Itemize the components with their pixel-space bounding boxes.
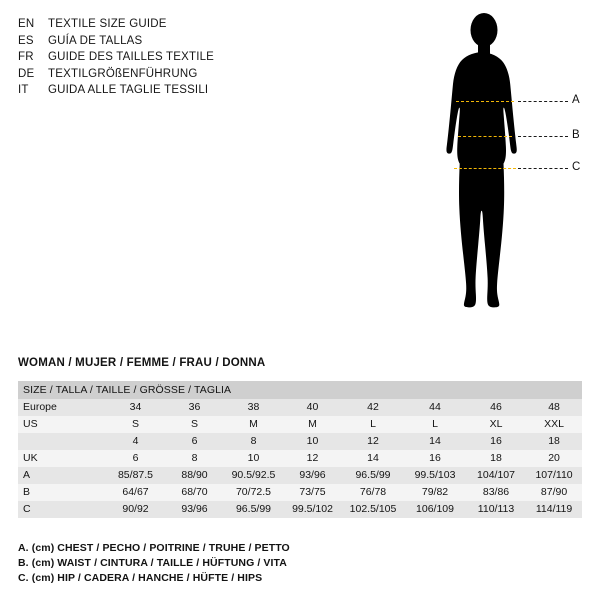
cell: 114/119: [535, 503, 573, 515]
cell: 42: [367, 401, 379, 413]
cell: 70/72.5: [235, 486, 272, 498]
cell: 107/110: [535, 469, 573, 481]
table-row: [18, 501, 582, 518]
row-label: A: [23, 469, 31, 481]
cell: M: [308, 418, 317, 430]
language-code: EN: [18, 18, 35, 30]
cell: 6: [132, 452, 139, 464]
cell: 83/86: [482, 486, 510, 498]
table-row: [18, 467, 582, 484]
female-body-silhouette-icon: [400, 6, 590, 374]
cell: 90.5/92.5: [231, 469, 276, 481]
cell: 102.5/105: [349, 503, 397, 515]
cell: 68/70: [181, 486, 208, 498]
cell: 79/82: [421, 486, 449, 498]
cell: 110/113: [477, 503, 515, 515]
cell: 44: [429, 401, 441, 413]
row-label: B: [23, 486, 31, 498]
title-text: GUÍA DE TALLAS: [48, 34, 143, 47]
measure-line-c-leader: [518, 168, 568, 169]
title-block: [18, 16, 348, 99]
cell: 106/109: [416, 503, 454, 515]
footnote-hip: C. (cm) HIP / CADERA / HANCHE / HÜFTE / HIPS: [18, 572, 263, 584]
row-label: US: [23, 418, 38, 430]
cell: 46: [490, 401, 502, 413]
title-text: GUIDE DES TAILLES TEXTILE: [48, 51, 215, 63]
cell: 96.5/99: [235, 503, 272, 515]
row-label: [18, 433, 106, 450]
measure-label-b: B: [572, 129, 580, 141]
title-text: GUIDA ALLE TAGLIE TESSILI: [48, 84, 209, 96]
title-row: [18, 82, 348, 99]
cell: L: [432, 418, 438, 430]
row-label: Europe: [23, 401, 57, 413]
cell: 18: [548, 435, 560, 447]
cell: 76/78: [359, 486, 387, 498]
cell: 99.5/103: [414, 469, 456, 481]
cell: 8: [191, 452, 198, 464]
cell: 36: [188, 401, 201, 413]
cell: 40: [306, 401, 319, 413]
table-row: [18, 399, 582, 416]
cell: 34: [129, 401, 142, 413]
cell: L: [370, 418, 376, 430]
cell: 90/92: [122, 503, 149, 515]
language-code: ES: [18, 34, 34, 47]
cell: 8: [250, 435, 257, 447]
footnote-block: [18, 541, 578, 586]
language-code: DE: [18, 67, 35, 80]
measure-label-c: C: [572, 161, 581, 173]
measure-line-a-leader: [518, 101, 568, 102]
row-label: C: [23, 503, 31, 515]
table-row: [18, 433, 582, 450]
cell: 85/87.5: [117, 469, 154, 481]
cell: 6: [191, 435, 198, 447]
footnote-chest: A. (cm) CHEST / PECHO / POITRINE / TRUHE / PETTO: [18, 542, 290, 554]
table-row: [18, 416, 582, 433]
table-row: [18, 484, 582, 501]
figure-area: [400, 6, 590, 374]
title-row: [18, 49, 348, 66]
cell: 14: [367, 452, 379, 464]
title-text: TEXTILGRÖßENFÜHRUNG: [48, 67, 198, 80]
measure-line-a-body: [456, 101, 514, 102]
cell: M: [249, 418, 258, 430]
cell: 20: [548, 452, 560, 464]
cell: 12: [306, 452, 319, 464]
cell: 4: [132, 435, 139, 447]
cell: 64/67: [122, 486, 149, 498]
cell: 93/96: [181, 503, 208, 515]
cell: S: [131, 418, 139, 430]
cell: 12: [367, 435, 379, 447]
cell: 96.5/99: [355, 469, 391, 481]
cell: 93/96: [299, 469, 326, 481]
gender-heading: WOMAN / MUJER / FEMME / FRAU / DONNA: [18, 357, 266, 369]
cell: 16: [429, 452, 441, 464]
language-code: FR: [18, 51, 34, 63]
table-row: [18, 450, 582, 467]
title-row: [18, 33, 348, 50]
cell: 88/90: [181, 469, 208, 481]
cell: 99.5/102: [292, 503, 333, 515]
size-table: [18, 381, 582, 518]
cell: 14: [429, 435, 441, 447]
measure-label-a: A: [572, 94, 580, 106]
row-label: UK: [23, 452, 38, 464]
title-row: [18, 66, 348, 83]
cell: 104/107: [477, 469, 515, 481]
measure-line-b-body: [458, 136, 512, 137]
footnote-waist: B. (cm) WAIST / CINTURA / TAILLE / HÜFTUNG / VITA: [18, 557, 287, 569]
cell: 16: [490, 435, 502, 447]
measure-line-b-leader: [518, 136, 568, 137]
title-text: TEXTILE SIZE GUIDE: [48, 18, 167, 30]
table-header-label: SIZE / TALLA / TAILLE / GRÖSSE / TAGLIA: [18, 381, 582, 399]
cell: 10: [306, 435, 319, 447]
language-code: IT: [18, 84, 29, 96]
cell: S: [190, 418, 198, 430]
measure-line-c-body: [454, 168, 516, 169]
cell: 48: [548, 401, 560, 413]
cell: 10: [247, 452, 260, 464]
title-row: [18, 16, 348, 33]
cell: 87/90: [540, 486, 568, 498]
cell: XL: [489, 418, 503, 430]
cell: 38: [247, 401, 260, 413]
table-header-row: [18, 381, 582, 399]
cell: XXL: [544, 418, 564, 430]
cell: 18: [490, 452, 502, 464]
cell: 73/75: [299, 486, 326, 498]
